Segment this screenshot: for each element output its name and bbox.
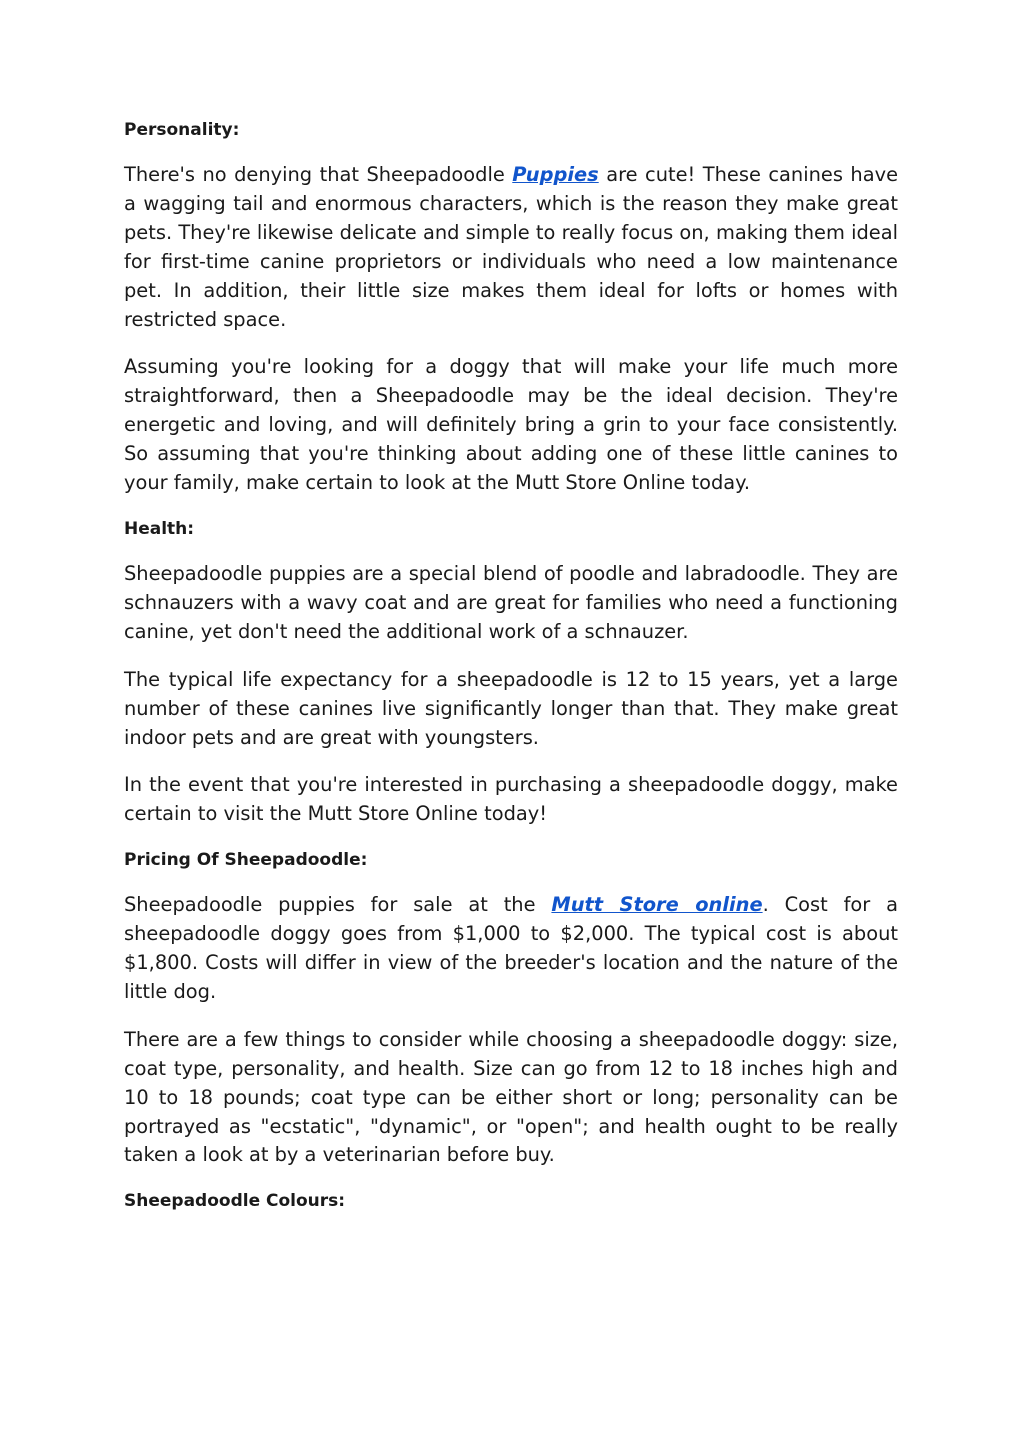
paragraph-health-breed: Sheepadoodle puppies are a special blend of poodle and labradoodle. They are schnauzers with a wavy coat and are great for families who need a functioning canine, yet don't need the additional work of a schnauzer. — [124, 561, 898, 643]
section-heading-pricing: Pricing Of Sheepadoodle: — [124, 850, 368, 871]
mutt-store-online-link[interactable]: Mutt Store online — [551, 893, 763, 917]
document-page — [124, 118, 898, 1232]
paragraph-pricing-considerations: There are a few things to consider while choosing a sheepadoodle doggy: size, coat type, personality, and health. Size can go from 12 to 18 inches high and 10 to 18 pounds; coat type can be either short or long; personality can be portrayed as "ecstatic", "dynamic", or "open"; and health ought to be really taken a look at by a veterinarian before buy. — [124, 1027, 898, 1167]
paragraph-text: are cute! These canines have a wagging tail and enormous characters, which is the reason they make great pets. They're likewise delicate and simple to really focus on, making them ideal for first-time canine proprietors or individuals who need a low maintenance pet. In addition, their little size makes them ideal for lofts or homes with restricted space. — [124, 163, 898, 331]
paragraph-personality-recommendation: Assuming you're looking for a doggy that will make your life much more straightforward, then a Sheepadoodle may be the ideal decision. They're energetic and loving, and will definitely bring a grin to your face consistently. So assuming that you're thinking about adding one of these little canines to your family, make certain to look at the Mutt Store Online today. — [124, 355, 898, 495]
paragraph-health-visit-store: In the event that you're interested in purchasing a sheepadoodle doggy, make certain to visit the Mutt Store Online today! — [124, 773, 898, 826]
puppies-link[interactable]: Puppies — [512, 163, 599, 186]
section-heading-health: Health: — [124, 518, 195, 539]
section-heading-colours: Sheepadoodle Colours: — [124, 1191, 346, 1212]
paragraph-text: . Cost for a sheepadoodle doggy goes from $1,000 to $2,000. The typical cost is about $1,800. Costs will differ in view of the breeder's location and the nature of the little dog. — [124, 893, 898, 1003]
paragraph-pricing-cost — [124, 891, 898, 1007]
section-heading-personality: Personality: — [124, 120, 240, 140]
paragraph-text: There's no denying that Sheepadoodle — [124, 163, 513, 186]
paragraph-health-lifespan: The typical life expectancy for a sheepadoodle is 12 to 15 years, yet a large number of these canines live significantly longer than that. They make great indoor pets and are great with youngsters. — [124, 667, 898, 749]
paragraph-personality-intro — [124, 161, 898, 334]
paragraph-text: Sheepadoodle puppies for sale at the — [124, 893, 552, 917]
